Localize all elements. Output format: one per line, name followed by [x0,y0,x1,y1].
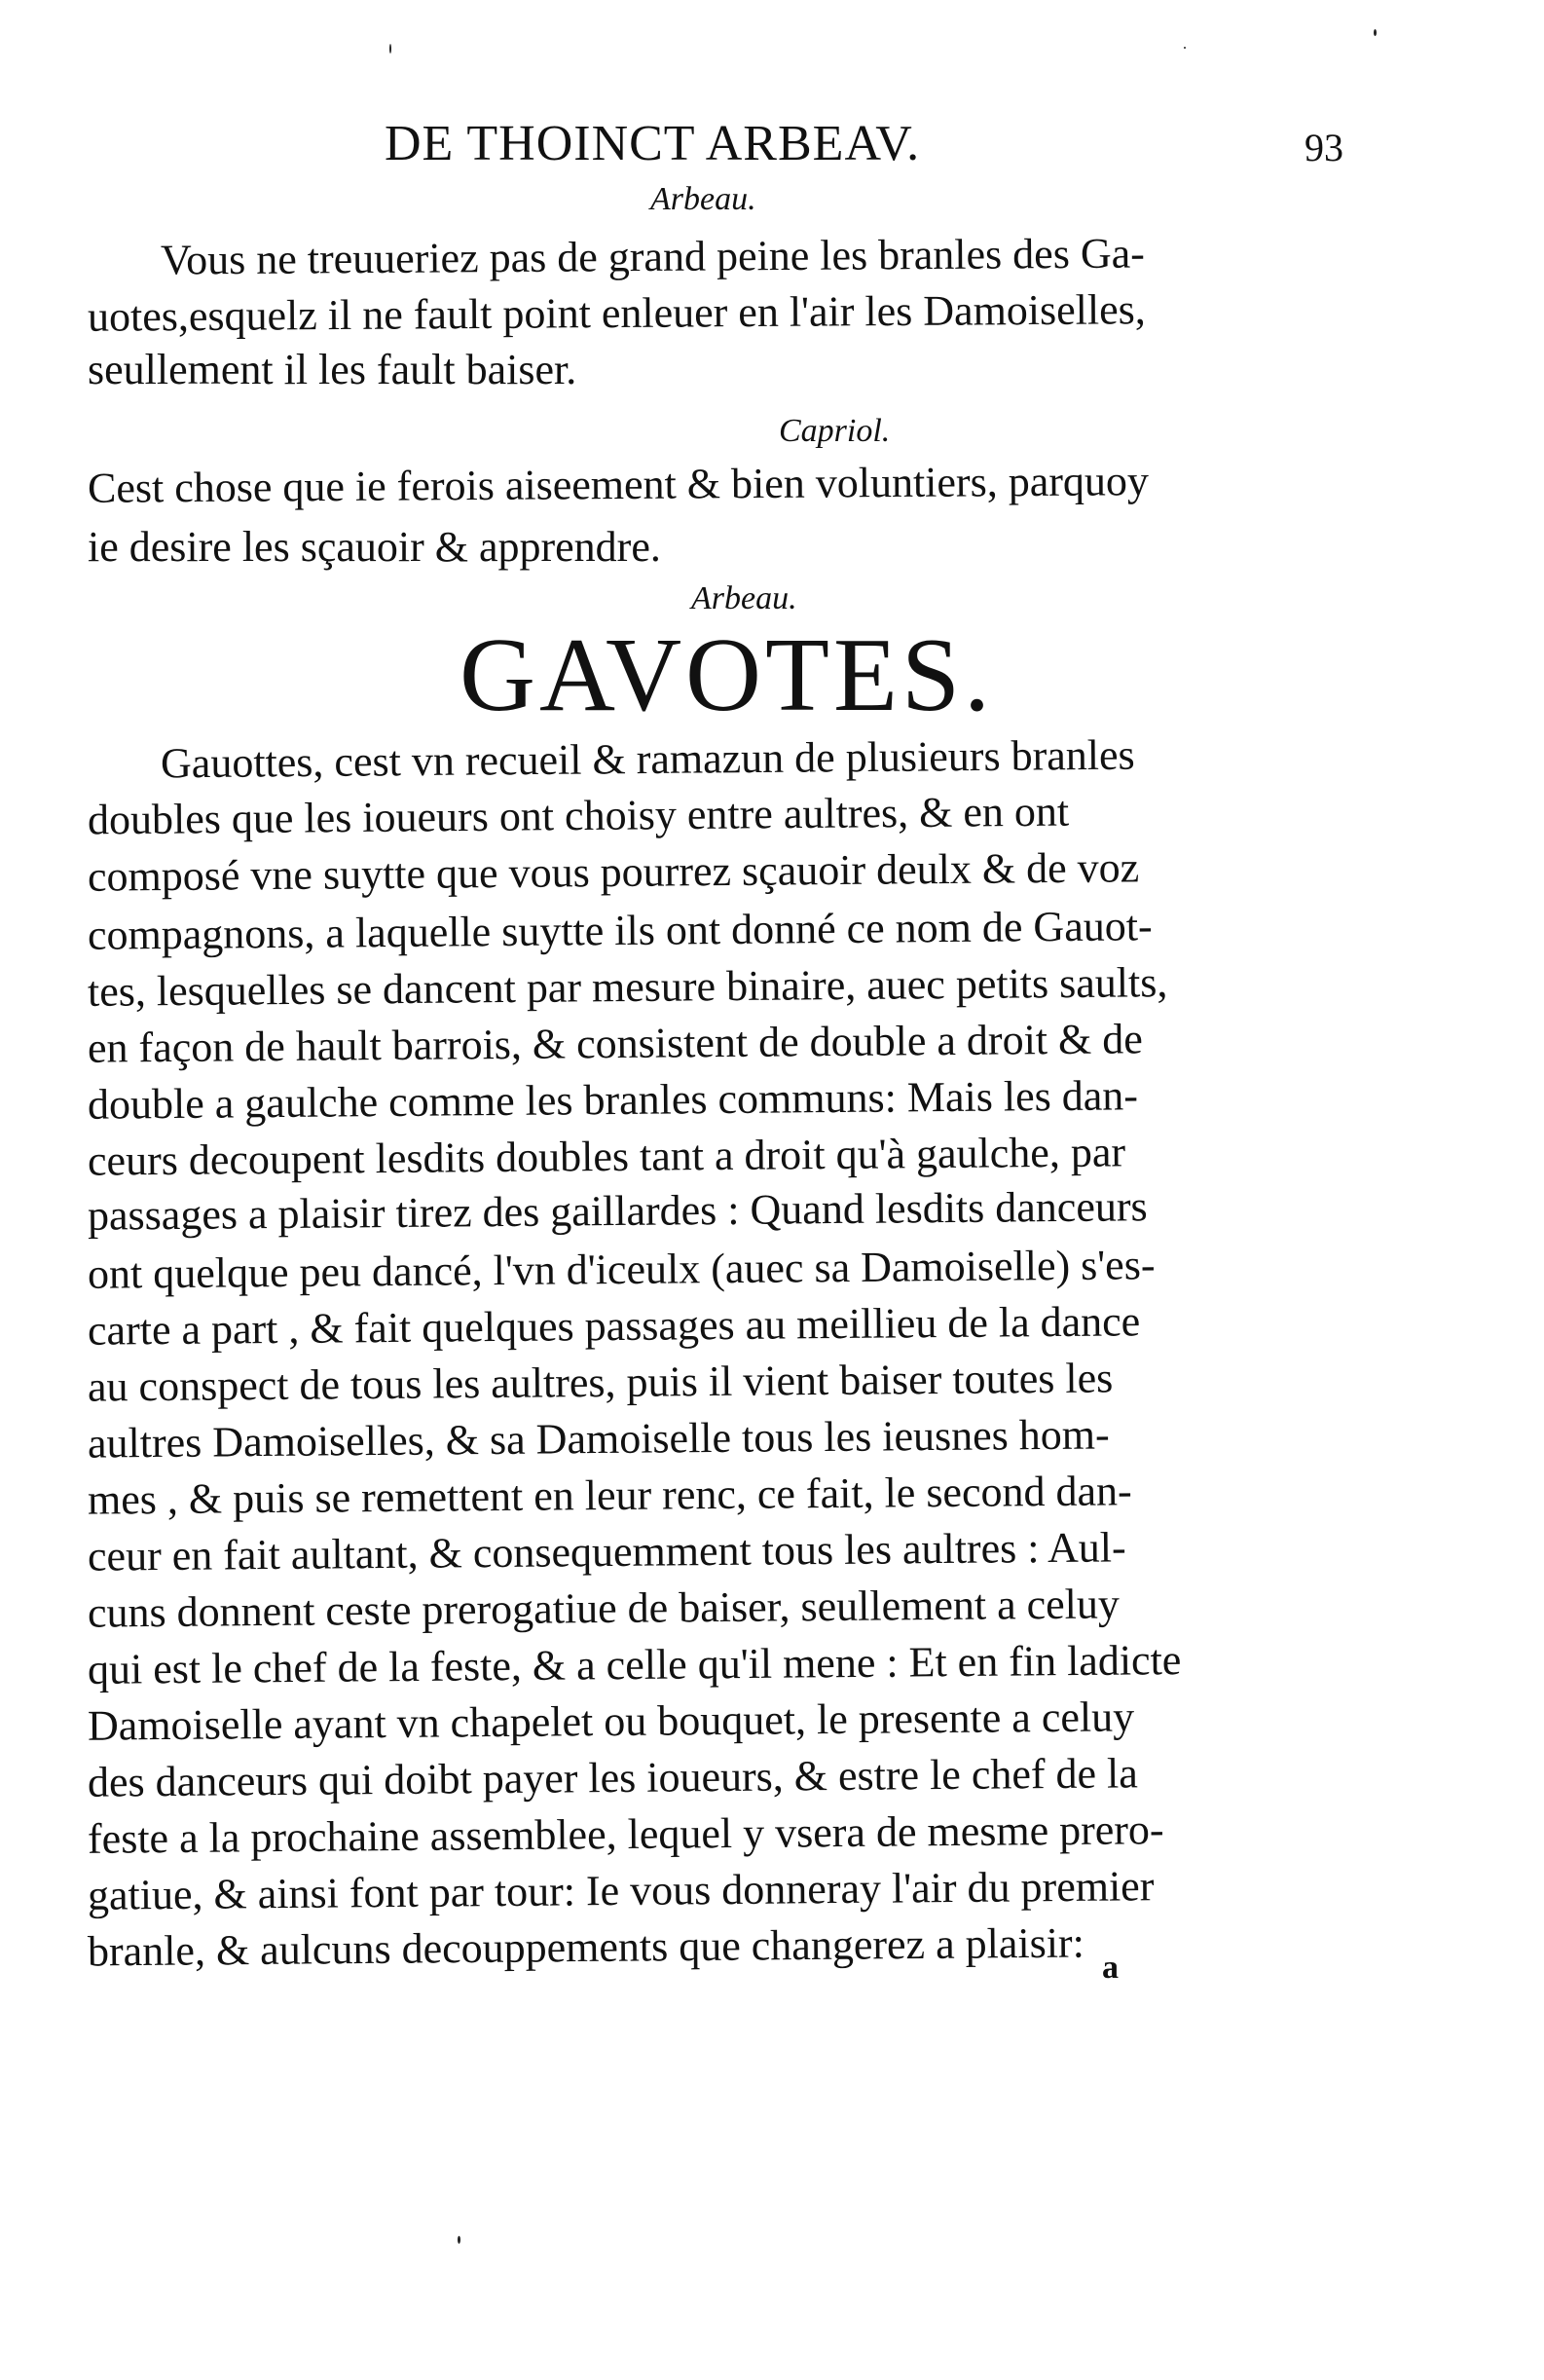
text-line: en façon de hault barrois, & consistent de double a droit & de [87,1015,1144,1072]
text-line: qui est le chef de la feste, & a celle qu'il mene : Et en fin ladicte [87,1636,1182,1693]
text-line: composé vne suytte que vous pourrez sçauoir deulx & de voz [87,843,1140,901]
signature-mark: a [1102,1950,1119,1986]
ink-speck [458,2236,460,2244]
text-line: uotes,esquelz il ne fault point enleuer en l'air les Damoiselles, [87,285,1146,341]
text-line: gatiue, & ainsi font par tour: Ie vous donneray l'air du premier [87,1862,1155,1919]
speaker-label: Arbeau. [650,181,756,217]
text-line: Vous ne treuueriez pas de grand peine les branles des Ga- [160,229,1145,284]
page-number: 93 [1305,126,1343,169]
text-line: ceur en fait aultant, & consequemment tous les aultres : Aul- [87,1523,1126,1580]
text-line: Cest chose que ie ferois aiseement & bien voluntiers, parquoy [87,457,1150,512]
text-line: au conspect de tous les aultres, puis il vient baiser toutes les [87,1354,1114,1411]
ink-speck [1374,29,1377,36]
text-line: ie desire les sçauoir & apprendre. [88,523,661,571]
text-line: Gauottes, cest vn recueil & ramazun de plusieurs branles [160,730,1135,788]
text-line: ceurs decoupent lesdits doubles tant a droit qu'à gaulche, par [87,1128,1126,1185]
text-line: feste a la prochaine assemblee, lequel y vsera de mesme prero- [87,1805,1164,1863]
section-title: GAVOTES. [460,617,995,733]
text-line: mes , & puis se remettent en leur renc, ce fait, le second dan- [87,1467,1132,1524]
speaker-label: Capriol. [779,413,891,449]
text-line: seullement il les fault baiser. [88,346,577,393]
text-line: tes, lesquelles se dancent par mesure binaire, auec petits saults, [87,958,1168,1016]
text-line: cuns donnent ceste prerogatiue de baiser, seullement a celuy [87,1580,1121,1637]
ink-speck [389,44,391,54]
ink-speck [1184,47,1186,49]
text-line: ont quelque peu dancé, l'vn d'iceulx (auec sa Damoiselle) s'es- [87,1241,1156,1298]
text-line: Damoiselle ayant vn chapelet ou bouquet, le presente a celuy [87,1692,1135,1750]
text-line: doubles que les ioueurs ont choisy entre aultres, & en ont [87,787,1070,844]
text-line: double a gaulche comme les branles communs: Mais les dan- [87,1071,1139,1129]
text-line: aultres Damoiselles, & sa Damoiselle tous les ieusnes hom- [87,1410,1110,1468]
text-line: passages a plaisir tirez des gaillardes : Quand lesdits danceurs [87,1182,1148,1240]
speaker-label: Arbeau. [691,580,797,616]
text-line: des danceurs qui doibt payer les ioueurs, & estre le chef de la [87,1749,1139,1806]
text-line: compagnons, a laquelle suytte ils ont donné ce nom de Gauot- [87,902,1153,959]
running-title: DE THOINCT ARBEAV. [385,116,921,171]
text-line: carte a part , & fait quelques passages au meillieu de la dance [87,1297,1141,1355]
text-line: branle, & aulcuns decouppements que changerez a plaisir: [87,1918,1085,1976]
